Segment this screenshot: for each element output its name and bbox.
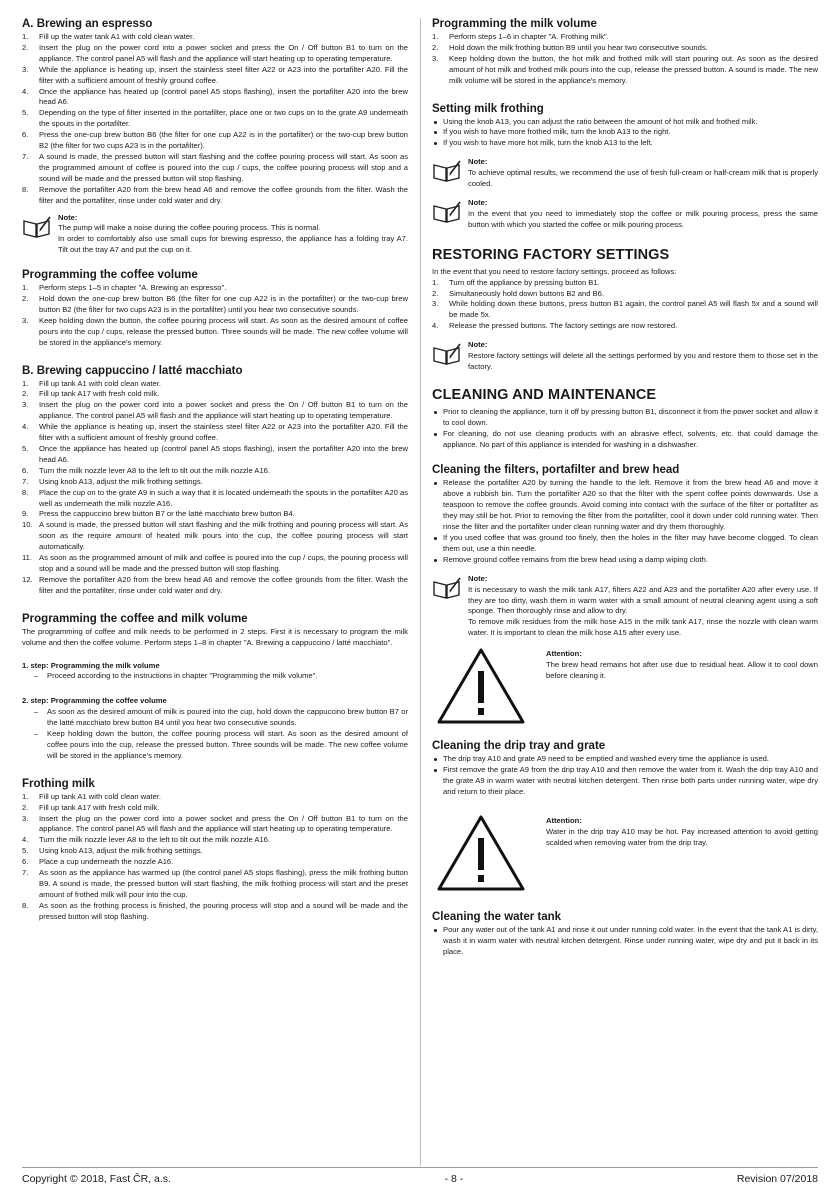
programming-coffee-milk-intro: The programming of coffee and milk needs to be performed in 2 steps. First it is necessary to program the milk volume and then the coffee volume. Perform steps 1–8 in chapter "A. Brewing a cappuccino / latté macchiato". bbox=[22, 626, 408, 647]
step-number: 2. bbox=[22, 802, 29, 812]
item-text: While the appliance is heating up, insert the stainless steel filter A22 or A23 into the portafilter A20. Fill the filter with a sufficient amount of freshly ground coffee. bbox=[39, 64, 408, 85]
warning-triangle-icon bbox=[432, 814, 546, 897]
step-number: 11. bbox=[22, 553, 32, 563]
step-item bbox=[432, 289, 818, 300]
note-text: Restore factory settings will delete all the settings performed by you and restore them to those set in the factory. bbox=[468, 351, 818, 371]
step-item bbox=[22, 87, 408, 109]
section-title-cleaning-maintenance: CLEANING AND MAINTENANCE bbox=[432, 386, 657, 403]
step-item bbox=[22, 868, 408, 901]
book-note-icon bbox=[432, 198, 468, 231]
step-item bbox=[22, 835, 408, 846]
step-number: 6. bbox=[22, 465, 29, 475]
step-number: 7. bbox=[22, 868, 29, 878]
item-text: Remove ground coffee remains from the brew head using a damp wiping cloth. bbox=[443, 554, 708, 564]
step-number: 12. bbox=[22, 574, 33, 584]
step-number: 9. bbox=[22, 509, 29, 519]
step1-items bbox=[22, 671, 408, 682]
section-title-cleaning-drip-tray: Cleaning the drip tray and grate bbox=[432, 740, 606, 753]
step-number: 1. bbox=[432, 32, 439, 41]
item-text: Once the appliance has heated up (control panel A5 stops flashing), insert the portafilter A20 into the brew head A6. bbox=[39, 86, 408, 107]
item-text: Insert the plug on the power cord into a power socket and press the On / Off button B1 to turn on the appliance. The control panel A5 will flash and the appliance will start heating up to operating temperature. bbox=[39, 400, 408, 421]
restoring-intro: In the event that you need to restore factory settings, proceed as follows: bbox=[432, 266, 677, 276]
item-text: While holding down these buttons, press button B1 again, the control panel A5 will flash 5x and a sound will be made 5x. bbox=[449, 299, 818, 320]
step-item bbox=[22, 130, 408, 152]
list-item bbox=[432, 765, 818, 798]
step-item bbox=[22, 389, 408, 400]
item-text: Turn off the appliance by pressing button B1. bbox=[449, 277, 600, 287]
note-text: To achieve optimal results, we recommend the use of fresh full-cream or half-cream milk that is properly cooled. bbox=[468, 168, 818, 189]
item-text: Hold down the milk frothing button B9 until you hear two consecutive sounds. bbox=[449, 42, 708, 52]
item-text: While the appliance is heating up, insert the stainless steel filter A22 or A23 into the portafilter A20. Fill the filter with a sufficient amount of freshly ground coffee. bbox=[39, 422, 408, 443]
step2-title: 2. step: Programming the coffee volume bbox=[22, 696, 167, 706]
note-text: To remove milk residues from the milk hose A15 in the milk tank A17, rinse the nozzle with clean warm water. It is important to clean the milk hose A15 after every use. bbox=[468, 617, 818, 638]
step-item bbox=[22, 152, 408, 185]
footer-page-number: - 8 - bbox=[444, 1173, 464, 1185]
item-text: Keep holding down the button, the coffee pouring process will start. As soon as the desired amount of coffee pours into the cup / cups, release the pressed button. Three sounds will be made. The new coffee volume will be stored in the appliance's memory. bbox=[39, 315, 408, 347]
list-item bbox=[22, 729, 408, 762]
list-item bbox=[432, 478, 818, 533]
item-text: Insert the plug on the power cord into a power socket and press the On / Off button B1 to turn on the appliance. The control panel A5 will flash and the appliance will start heating up to operating temperature. bbox=[39, 42, 408, 63]
step-item bbox=[22, 422, 408, 444]
brewing-espresso-steps bbox=[22, 32, 408, 207]
list-item bbox=[432, 429, 818, 451]
step-item bbox=[22, 65, 408, 87]
step-item bbox=[22, 520, 408, 553]
step-item bbox=[432, 278, 818, 289]
cappuccino-steps bbox=[22, 379, 408, 597]
list-item bbox=[432, 754, 818, 765]
list-item bbox=[432, 925, 818, 958]
item-text: Place a cup underneath the nozzle A16. bbox=[39, 857, 174, 867]
step-number: 3. bbox=[22, 64, 29, 74]
step-item bbox=[22, 185, 408, 207]
step-number: 8. bbox=[22, 184, 29, 194]
list-item bbox=[432, 533, 818, 555]
step-item bbox=[432, 32, 818, 43]
item-text: Release the portafilter A20 by turning the handle to the left. Remove it from the brew head A6 and move it above a rubbish bin. Turn the portafilter A20 so that the filter with the spent coffee points downwards. Use a teaspoon to remove the coffee grounds. Avoid coming into contact with the surface of the filter or portafilter as they may still be hot. Prior to removing the filter from the portafilter, cool it down under cold running water. Then rinse the filter and the portafilter under clean running water and dry them thoroughly. bbox=[443, 478, 818, 532]
step-item bbox=[22, 803, 408, 814]
step-number: 2. bbox=[432, 288, 439, 298]
warning-box bbox=[432, 647, 818, 730]
column-divider bbox=[420, 18, 421, 1166]
step-number: 5. bbox=[22, 846, 29, 856]
step-item bbox=[432, 43, 818, 54]
frothing-milk-steps bbox=[22, 792, 408, 923]
item-text: A sound is made, the pressed button will start flashing and the coffee pouring process will start. As soon as the programmed amount of coffee is poured into the cup / cups, the coffee pouring process will stop and a sound will be made and the pressed button will stop flashing. bbox=[39, 151, 408, 183]
step-item bbox=[22, 857, 408, 868]
step-number: 3. bbox=[22, 400, 29, 410]
section-title-programming-milk: Programming the milk volume bbox=[432, 18, 597, 30]
step-item bbox=[22, 316, 408, 349]
note-box bbox=[432, 198, 818, 231]
item-text: Pour any water out of the tank A1 and rinse it out under running cold water. In the event that the tank A1 is dirty, wash it in warm water with neutral kitchen detergent. Rinse under running water, wipe dry and put it back in its place. bbox=[443, 924, 818, 956]
note-text: In the event that you need to immediately stop the coffee or milk pouring process, press the same button with which you started the coffee or milk pouring process. bbox=[468, 208, 818, 229]
step-number: 5. bbox=[22, 444, 29, 453]
note-text: In order to comfortably also use small cups for brewing espresso, the appliance has a folding tray A7. Tilt out the tray A7 and put the cup on it. bbox=[58, 234, 408, 255]
section-title-programming-coffee: Programming the coffee volume bbox=[22, 269, 198, 282]
item-text: Using the knob A13, you can adjust the ratio between the amount of hot milk and frothed milk. bbox=[443, 116, 758, 126]
step-number: 3. bbox=[432, 53, 439, 63]
section-title-brewing-espresso: A. Brewing an espresso bbox=[22, 18, 153, 30]
step-number: 3. bbox=[432, 299, 439, 309]
step-item bbox=[22, 814, 408, 836]
note-text: It is necessary to wash the milk tank A17, filters A22 and A23 and the portafilter A20 after every use. If they are too dirty, wash them in warm water with a small amount of neutral cleaning agent using a soft sponge. Then thoroughly rinse and allow to dry. bbox=[468, 584, 818, 616]
note-box bbox=[432, 157, 818, 190]
step-number: 2. bbox=[22, 389, 29, 399]
warning-text: Water in the drip tray A10 may be hot. Pay increased attention to avoid getting scalded when removing water from the drip tray. bbox=[546, 826, 818, 847]
list-item bbox=[432, 138, 818, 149]
step-item bbox=[22, 509, 408, 520]
item-text: Insert the plug on the power cord into a power socket and press the On / Off button B1 to turn on the appliance. The control panel A5 will flash and the appliance will start heating up to operating temperature. bbox=[39, 813, 408, 834]
left-column bbox=[22, 18, 408, 923]
step-number: 1. bbox=[432, 277, 439, 287]
step-number: 3. bbox=[22, 813, 29, 823]
note-title: Note: bbox=[468, 340, 488, 350]
note-text: The pump will make a noise during the coffee pouring process. This is normal. bbox=[58, 223, 321, 233]
step-item bbox=[22, 444, 408, 466]
item-text: If you wish to have more hot milk, turn the knob A13 to the left. bbox=[443, 138, 653, 148]
item-text: Using knob A13, adjust the milk frothing settings. bbox=[39, 846, 203, 856]
section-title-cappuccino: B. Brewing cappuccino / latté macchiato bbox=[22, 364, 243, 377]
item-text: Place the cup on to the grate A9 in such a way that it is located underneath the spouts in the portafilter A20 as well as underneath the milk nozzle A16. bbox=[39, 487, 408, 508]
step-item bbox=[22, 43, 408, 65]
item-text: As soon as the desired amount of milk is poured into the cup, hold down the cappuccino brew button B7 or the latté macchiato brew button B4 until you hear two consecutive sounds. bbox=[47, 707, 408, 728]
item-text: A sound is made, the pressed button will start flashing and the milk frothing and pouring process will start. As soon as the require amount of heated milk pours into the cup, the coffee pouring process will start automatically. bbox=[39, 520, 408, 552]
item-text: Depending on the type of filter inserted in the portafilter, place one or two cups on to the grate A9 underneath the spouts in the portafilter. bbox=[39, 108, 408, 129]
warning-title: Attention: bbox=[546, 815, 582, 825]
step-item bbox=[22, 477, 408, 488]
item-text: If you used coffee that was ground too finely, then the holes in the filter may have become clogged. To clean them out, use a thin needle. bbox=[443, 533, 818, 553]
section-title-frothing-milk: Frothing milk bbox=[22, 777, 95, 790]
item-text: Once the appliance has heated up (control panel A5 stops flashing), insert the portafilter A20 into the brew head A6. bbox=[39, 444, 408, 464]
item-text: Remove the portafilter A20 from the brew head A6 and remove the coffee grounds from the filter. Wash the filter and the portafilter, rinse under cold water and dry. bbox=[39, 574, 408, 595]
item-text: As soon as the frothing process is finished, the pouring process will stop and a sound will be made and the pressed button will stop flashing. bbox=[39, 900, 408, 921]
item-text: Simultaneously hold down buttons B2 and B6. bbox=[449, 288, 604, 298]
step-number: 6. bbox=[22, 130, 29, 140]
list-item bbox=[432, 117, 818, 128]
item-text: Press the cappuccino brew button B7 or the latté macchiato brew button B4. bbox=[39, 509, 295, 519]
note-title: Note: bbox=[468, 573, 488, 583]
item-text: Prior to cleaning the appliance, turn it off by pressing button B1, disconnect it from the power socket and allow it to cool down. bbox=[443, 406, 818, 427]
step-number: 4. bbox=[22, 835, 29, 845]
programming-milk-steps bbox=[432, 32, 818, 87]
step-number: 2. bbox=[432, 42, 439, 52]
item-text: Fill up the water tank A1 with cold clean water. bbox=[39, 32, 195, 41]
book-note-icon bbox=[432, 157, 468, 190]
step-number: 4. bbox=[22, 86, 29, 96]
section-title-restoring-factory-settings: RESTORING FACTORY SETTINGS bbox=[432, 246, 670, 263]
note-box bbox=[22, 213, 408, 257]
note-title: Note: bbox=[468, 197, 488, 207]
item-text: Perform steps 1–6 in chapter "A. Frothing milk". bbox=[449, 32, 609, 41]
step-number: 1. bbox=[22, 32, 29, 41]
item-text: As soon as the programmed amount of milk and coffee is poured into the cup / cups, the pouring process will stop and a sound will be made and the pressed button will stop flashing. bbox=[39, 553, 408, 573]
step-item bbox=[22, 575, 408, 597]
step-item bbox=[22, 466, 408, 477]
list-item bbox=[432, 407, 818, 429]
step-item bbox=[22, 901, 408, 923]
footer-revision: Revision 07/2018 bbox=[736, 1173, 818, 1185]
item-text: If you wish to have more frothed milk, turn the knob A13 to the right. bbox=[443, 127, 671, 137]
item-text: Keep holding down the button, the hot milk and frothed milk will start pouring out. As soon as the desired amount of hot milk and frothed milk pours into the cup, release the pressed button. A sound is made. The new milk volume will be stored in the appliance's memory. bbox=[449, 53, 818, 85]
setting-milk-frothing-items bbox=[432, 117, 818, 150]
programming-coffee-steps bbox=[22, 283, 408, 348]
list-item bbox=[432, 127, 818, 138]
page-footer bbox=[22, 1167, 818, 1185]
step-item bbox=[22, 400, 408, 422]
book-note-icon bbox=[432, 574, 468, 639]
cleaning-drip-tray-items bbox=[432, 754, 818, 798]
step-number: 4. bbox=[22, 422, 29, 432]
item-text: Remove the portafilter A20 from the brew head A6 and remove the coffee grounds from the filter. Wash the filter and the portafilter, rinse under cold water and dry. bbox=[39, 184, 408, 205]
step1-title: 1. step: Programming the milk volume bbox=[22, 660, 160, 670]
step-number: 7. bbox=[22, 476, 29, 486]
item-text: The drip tray A10 and grate A9 need to be emptied and washed every time the appliance is used. bbox=[443, 754, 769, 764]
footer-copyright: Copyright © 2018, Fast ČR, a.s. bbox=[22, 1173, 171, 1185]
step-item bbox=[22, 108, 408, 130]
warning-text: The brew head remains hot after use due to residual heat. Allow it to cool down before cleaning it. bbox=[546, 660, 818, 680]
item-text: Fill up tank A1 with cold clean water. bbox=[39, 378, 161, 388]
step-item bbox=[22, 283, 408, 294]
warning-title: Attention: bbox=[546, 649, 582, 659]
item-text: As soon as the appliance has warmed up (the control panel A5 stops flashing), press the milk frothing button B9. A sound is made, the pressed button will start flashing, the milk frothing process will start and the preset amount of frothed milk will pour into the cup. bbox=[39, 868, 408, 899]
item-text: Fill up tank A17 with fresh cold milk. bbox=[39, 389, 160, 399]
cleaning-filters-items bbox=[432, 478, 818, 565]
item-text: Using knob A13, adjust the milk frothing settings. bbox=[39, 476, 203, 486]
note-box bbox=[432, 340, 818, 373]
item-text: Hold down the one-cup brew button B6 (the filter for one cup A22 is in the portafilter) or the two-cup brew button B2 (the filter for two cups A23 is in the portafilter) until you hear two consecutive sounds. bbox=[39, 294, 408, 314]
item-text: For cleaning, do not use cleaning products with an abrasive effect, solvents, etc. that could damage the appliance. No part of this appliance is intended for washing in a dishwasher. bbox=[443, 428, 818, 449]
step-number: 7. bbox=[22, 151, 29, 161]
step-item bbox=[22, 553, 408, 575]
note-box bbox=[432, 574, 818, 639]
step-item bbox=[432, 54, 818, 87]
list-item bbox=[22, 707, 408, 729]
step-number: 3. bbox=[22, 315, 29, 325]
cleaning-items bbox=[432, 407, 818, 451]
section-title-setting-milk-frothing: Setting milk frothing bbox=[432, 102, 544, 115]
step-item bbox=[22, 379, 408, 390]
restoring-steps bbox=[432, 278, 818, 333]
step-item bbox=[22, 846, 408, 857]
note-title: Note: bbox=[58, 212, 78, 222]
item-text: Turn the milk nozzle lever A8 to the left to tilt out the milk nozzle A16. bbox=[39, 835, 271, 845]
warning-triangle-icon bbox=[432, 647, 546, 730]
step-item bbox=[22, 294, 408, 316]
step-number: 2. bbox=[22, 294, 29, 304]
item-text: Perform steps 1–5 in chapter "A. Brewing an espresso". bbox=[39, 283, 227, 293]
right-column bbox=[432, 18, 818, 958]
section-title-programming-coffee-milk: Programming the coffee and milk volume bbox=[22, 612, 248, 625]
item-text: Fill up tank A1 with cold clean water. bbox=[39, 791, 161, 801]
book-note-icon bbox=[432, 340, 468, 373]
step-number: 10. bbox=[22, 520, 33, 530]
item-text: Fill up tank A17 with fresh cold milk. bbox=[39, 802, 160, 812]
step-item bbox=[22, 32, 408, 43]
step-number: 1. bbox=[22, 378, 29, 388]
step-item bbox=[22, 792, 408, 803]
step2-items bbox=[22, 707, 408, 762]
section-title-cleaning-water-tank: Cleaning the water tank bbox=[432, 910, 562, 923]
step-number: 5. bbox=[22, 108, 29, 118]
item-text: Press the one-cup brew button B6 (the filter for one cup A22 is in the portafilter) or the two-cup brew button B2 (the filter for two cups A23 is in the portafilter). bbox=[39, 130, 408, 151]
warning-box bbox=[432, 814, 818, 897]
item-text: Release the pressed buttons. The factory settings are now restored. bbox=[449, 321, 678, 331]
item-text: Proceed according to the instructions in chapter "Programming the milk volume". bbox=[47, 671, 318, 681]
cleaning-water-tank-items bbox=[432, 925, 818, 958]
list-item bbox=[432, 555, 818, 566]
step-number: 8. bbox=[22, 487, 29, 497]
step-item bbox=[22, 488, 408, 510]
step-number: 2. bbox=[22, 42, 29, 52]
step-number: 8. bbox=[22, 900, 29, 910]
step-item bbox=[432, 299, 818, 321]
section-title-cleaning-filters: Cleaning the filters, portafilter and brew head bbox=[432, 464, 680, 477]
step-number: 1. bbox=[22, 283, 29, 293]
item-text: Turn the milk nozzle lever A8 to the left to tilt out the milk nozzle A16. bbox=[39, 465, 271, 475]
note-title: Note: bbox=[468, 157, 488, 167]
book-note-icon bbox=[22, 213, 58, 257]
list-item bbox=[22, 671, 408, 682]
step-number: 1. bbox=[22, 791, 29, 801]
step-item bbox=[432, 321, 818, 332]
step-number: 4. bbox=[432, 321, 439, 331]
item-text: Keep holding down the button, the coffee pouring process will start. As soon as the desired amount of coffee pours into the cup, release the pressed button. Three sounds will be made. The new coffee volume will be stored in the appliance's memory. bbox=[47, 729, 408, 760]
item-text: First remove the grate A9 from the drip tray A10 and then remove the water from it. Wash the drip tray A10 and the grate A9 in warm water with neutral kitchen detergent. Then rinse both parts under running water, wipe dry and return to their place. bbox=[443, 765, 818, 796]
step-number: 6. bbox=[22, 857, 29, 867]
